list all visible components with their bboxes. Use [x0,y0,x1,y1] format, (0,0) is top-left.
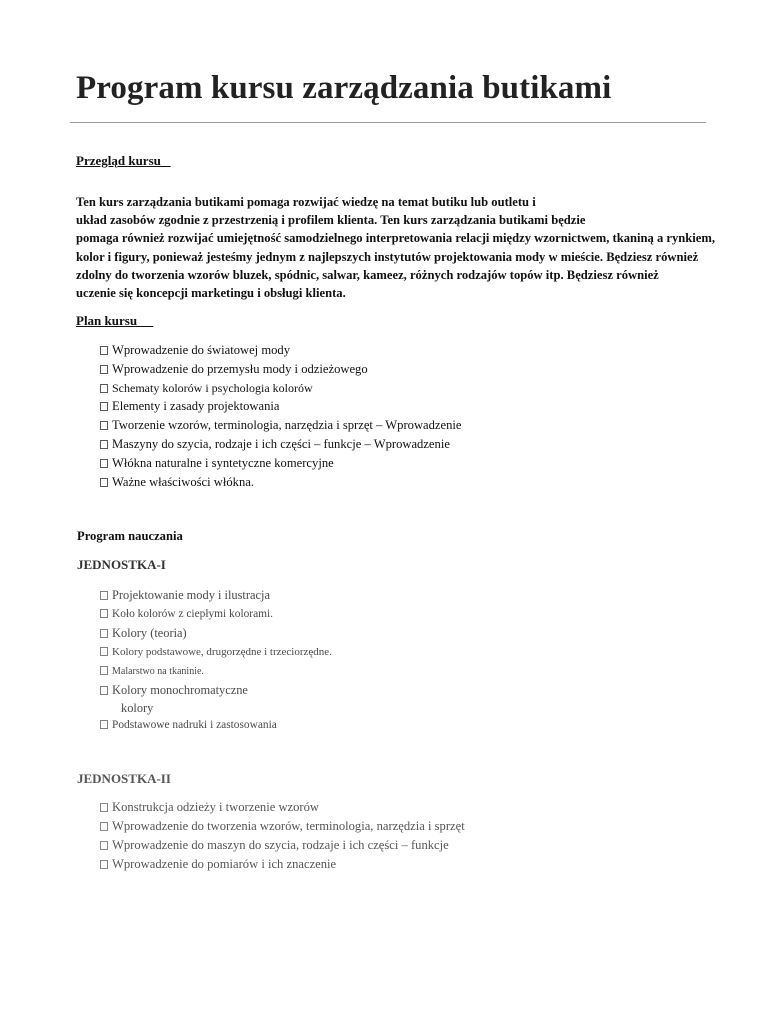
list-item-text: Kolory (teoria) [112,626,187,640]
list-item [100,817,465,836]
unit2-heading: JEDNOSTKA-II [77,771,171,786]
list-item [100,586,332,605]
square-bullet-icon [100,629,108,638]
list-item-text: Koło kolorów z ciepłymi kolorami. [112,608,274,620]
list-item [100,360,462,379]
square-bullet-icon [100,841,108,850]
overview-line: pomaga również rozwijać umiejętność samodzielnego interpretowania relacji między wzornictwem, tkaniną a rynkiem, [76,231,716,246]
list-item [100,454,462,473]
list-item [100,341,462,360]
list-item [100,624,332,643]
overview-line: kolor i figury, ponieważ jesteśmy jednym z najlepszych instytutów projektowania mody w mieście. Będziesz również [76,249,699,264]
list-item [100,605,332,624]
page-title: Program kursu zarządzania butikami [76,70,612,106]
square-bullet-icon [100,478,108,487]
square-bullet-icon [100,459,108,468]
square-bullet-icon [100,647,108,656]
title-divider [70,122,706,123]
list-item [100,662,332,681]
list-item-text: Elementy i zasady projektowania [112,399,280,414]
list-item-text: Wprowadzenie do tworzenia wzorów, terminologia, narzędzia i sprzęt [112,819,465,833]
square-bullet-icon [100,803,108,812]
square-bullet-icon [100,402,108,411]
square-bullet-icon [100,421,108,430]
list-item-text: Wprowadzenie do maszyn do szycia, rodzaje i ich części – funkcje [112,838,449,852]
list-item [100,397,462,416]
list-item [100,473,462,492]
list-item [100,416,462,435]
list-item [100,643,332,662]
plan-heading: Plan kursu [76,313,154,328]
list-item-text: Projektowanie mody i ilustracja [112,588,270,602]
list-item [100,681,332,700]
square-bullet-icon [100,440,108,449]
list-item-text: Malarstwo na tkaninie. [112,666,204,677]
list-item [100,379,462,398]
list-item-text: Kolory podstawowe, drugorzędne i trzeciorzędne. [112,646,332,658]
square-bullet-icon [100,860,108,869]
list-item-text: Maszyny do szycia, rodzaje i ich części – funkcje – Wprowadzenie [112,436,450,451]
square-bullet-icon [100,666,108,675]
program-heading: Program nauczania [77,529,183,543]
overview-heading: Przegląd kursu [76,153,171,168]
list-item-text: kolory [121,701,154,715]
square-bullet-icon [100,686,108,695]
unit1-heading: JEDNOSTKA-I [77,557,166,572]
unit1-list [100,586,332,735]
list-item-text: Konstrukcja odzieży i tworzenie wzorów [112,800,320,814]
unit2-list [100,798,465,874]
square-bullet-icon [100,384,108,393]
list-item [100,435,462,454]
list-item [100,716,332,735]
square-bullet-icon [100,822,108,831]
list-item-text: Wprowadzenie do światowej mody [112,343,291,357]
square-bullet-icon [100,346,108,355]
list-item [100,798,465,817]
list-item-text: Tworzenie wzorów, terminologia, narzędzia i sprzęt – Wprowadzenie [112,418,462,433]
list-item-continuation [100,700,332,716]
list-item-text: Podstawowe nadruki i zastosowania [112,719,277,731]
list-item-text: Włókna naturalne i syntetyczne komercyjne [112,455,334,470]
overview-line: uczenie się koncepcji marketingu i obsługi klienta. [76,286,346,301]
list-item-text: Wprowadzenie do przemysłu mody i odzieżowego [112,361,368,376]
plan-list [100,341,462,491]
square-bullet-icon [100,591,108,600]
square-bullet-icon [100,609,108,618]
list-item [100,836,465,855]
square-bullet-icon [100,720,108,729]
list-item-text: Ważne właściwości włókna. [112,474,255,489]
overview-line: zdolny do tworzenia wzorów bluzek, spódnic, salwar, kameez, różnych rodzajów topów itp. Będziesz również [76,267,659,282]
list-item-text: Wprowadzenie do pomiarów i ich znaczenie [112,857,337,871]
square-bullet-icon [100,365,108,374]
list-item [100,855,465,874]
list-item-text: Kolory monochromatyczne [112,683,248,697]
overview-line: Ten kurs zarządzania butikami pomaga rozwijać wiedzę na temat butiku lub outletu i [76,195,536,209]
overview-line: układ zasobów zgodnie z przestrzenią i profilem klienta. Ten kurs zarządzania butikami będzie [76,213,586,228]
overview-paragraph [76,193,760,302]
list-item-text: Schematy kolorów i psychologia kolorów [112,380,313,395]
